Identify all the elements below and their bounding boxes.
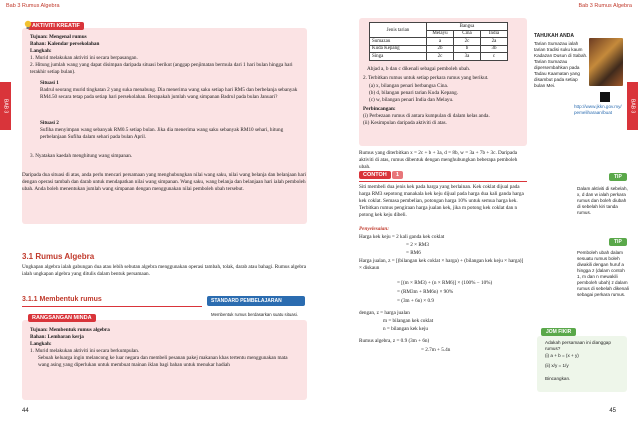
jom-fikir-text: Adakah persamaan ini dianggap rumus? xyxy=(545,340,611,351)
jom-fikir-eq2: (ii) x/y = 1/y xyxy=(545,363,569,368)
perbincangan-item-2: (ii) Kesimpulan daripada aktiviti di atas. xyxy=(363,120,447,126)
contoh-label: CONTOH xyxy=(359,171,391,179)
solution-line: Harga jualan, z = [(bilangan kek coklat × harga) + (bilangan kek keju × harga)] × diskaun xyxy=(359,258,524,271)
table-row xyxy=(370,38,508,46)
situasi2-text: Sufiha menyimpan wang sebanyak RM0.5 setiap bulan. Jika dia menerima wang saku sebanyak RM10 sehari, hitung perbelanjaan Sufiha dalam sehari pada bulan April. xyxy=(40,127,284,140)
penyelesaian-title: Penyelesaian: xyxy=(359,226,389,232)
paragraph-intro: Daripada dua situasi di atas, anda perlu mencari persamaan yang menghubungkan nilai wang saku, nilai wang belanja dan belanjaan hari dengan operasi tambah dan darab untuk mendapatkan nilai wang simpanan. Wang saku, wang belanja dan belanjaan hari ialah pemboleh ubah. Anda boleh menentukan jumlah wang simpanan dengan menggunakan nilai pemboleh ubah tersebut. xyxy=(22,172,306,192)
table-cell: 2a xyxy=(481,38,508,46)
step2-text: 2. Terbitkan rumus untuk setiap perkara rumus yang berikut. xyxy=(363,75,489,81)
solution-line: = (3m + 6n) × 0.9 xyxy=(397,298,435,304)
jom-fikir-tail: Bincangkan. xyxy=(545,376,571,381)
jom-fikir-label: JOM FIKIR xyxy=(541,328,576,336)
rumus-item-a: (a) x, bilangan penari berbangsa Cina. xyxy=(369,83,449,89)
page-header: Bab 3 Rumus Algebra xyxy=(578,3,632,9)
table-cell: Sumazau xyxy=(370,38,427,46)
lightbulb-icon xyxy=(24,20,32,30)
rm-bahan: Bahan: Lembaran kerja xyxy=(30,334,84,340)
solution-line: = 2 × RM3 xyxy=(406,242,430,248)
dance-photo xyxy=(589,38,623,86)
situasi1-title: Situasi 1 xyxy=(40,80,59,86)
rumus-paragraph: Rumus yang diterbitkan x = 2c + b + 3a, d = 8b, w = 3a + 7b + 3c. Daripada aktiviti di atas, rumus dibentuk dengan menghubungkan beberapa pemboleh ubah. xyxy=(359,150,518,170)
tip-text: Dalam aktiviti di sebelah, x, d dan w ialah perkara rumus dan boleh diubah di sebelah kiri tanda rumus. xyxy=(577,186,628,215)
activity-bahan: Bahan: Kalendar persekolahan xyxy=(30,41,100,47)
perbincangan-title: Perbincangan: xyxy=(363,106,396,112)
contoh-number: 1 xyxy=(392,171,403,179)
chapter-tab: BAB 3 xyxy=(0,82,11,130)
rm-langkah: Langkah: xyxy=(30,341,52,347)
table-col-header: Cina xyxy=(454,30,481,38)
table-cell: 2b xyxy=(427,45,454,53)
activity-tujuan: Tujuan: Mengenal rumus xyxy=(30,34,87,40)
contoh-divider xyxy=(359,181,527,182)
table-row xyxy=(370,53,508,61)
tip-label: TIP xyxy=(609,173,627,181)
table-cell: 2c xyxy=(427,53,454,61)
contoh-text: Siti membeli dua jenis kek pada harga yang berlainan. Kek coklat dijual pada harga RM3 sepotong manakala kek keju dijual pada harga dua kali ganda harga kek coklat. Semasa pembelian, potongan harga 10% untuk semua harga kek. Terbitkan rumus pengiraan harga jualan kek, jika m potong kek coklat dan n potong kek keju dibeli. xyxy=(359,184,524,218)
jom-fikir-eq1: (i) a + b = (x + y) xyxy=(545,353,579,358)
rangsangan-label: RANGSANGAN MINDA xyxy=(28,314,96,322)
perbincangan-item-1: (i) Perbezaan rumus di antara kumpulan di dalam kelas anda. xyxy=(363,113,490,119)
table-header-group: Bangsa xyxy=(427,23,508,31)
activity-step2: 2. Hitung jumlah wang yang dapat disimpan daripada situasi berikut (anggap penjimatan bermula dari 1 hari bulan hingga hari terakhir setiap bulan). xyxy=(30,62,293,75)
tahukah-label: TAHUKAH ANDA xyxy=(534,33,574,39)
table-cell: Singa xyxy=(370,53,427,61)
variable-note: Abjad a, b dan c dikenali sebagai pemboleh ubah. xyxy=(367,66,471,72)
situasi2-title: Situasi 2 xyxy=(40,120,59,126)
solution-line: = RM6 xyxy=(406,250,421,256)
dance-table xyxy=(369,22,508,61)
solution-line: = (RM3m + RM6n) × 90% xyxy=(397,289,454,295)
table-cell: Kuda Kepang xyxy=(370,45,427,53)
table-col-header: Melayu xyxy=(427,30,454,38)
standard-pembelajaran-text: Membentuk rumus berdasarkan suatu situasi. xyxy=(211,312,298,317)
tip-label: TIP xyxy=(609,238,627,246)
rm-tujuan: Tujuan: Membentuk rumus algebra xyxy=(30,327,110,333)
solution-line: = [(m × RM3) + (n × RM6)] × (100% − 10%) xyxy=(397,280,493,286)
rm-text: Sebuah keluarga ingin melancong ke luar negara dan membeli pesanan pakej makanan khas tertentu menggunakan mata wang asing yang diperlukan untuk membuat mainan iklan bagi bahan untuk menukar hadiah xyxy=(38,355,288,368)
table-cell: 3b xyxy=(481,45,508,53)
rm-step1: 1. Murid melakukan aktiviti ini secara berkumpulan. xyxy=(30,348,140,354)
activity-step1: 1. Murid melakukan aktiviti ini secara berpasangan. xyxy=(30,55,138,61)
situasi1-text: Badrul seorang murid tingkatan 2 yang suka menabung. Dia menerima wang saku setiap hari RM5 dan berbelanja sebanyak RM4.50 secara tetap pada setiap hari persekolahan. Berapakah jumlah wang simpanan Badrul pada bulan Januari? xyxy=(40,87,298,100)
page-header: Bab 3 Rumus Algebra xyxy=(6,3,60,9)
table-cell: 3a xyxy=(454,53,481,61)
dengan-line: n = bilangan kek keju xyxy=(383,326,428,332)
solution-line: Harga kek keju = 2 kali ganda kek coklat xyxy=(359,234,445,240)
section-divider xyxy=(22,306,202,307)
activity-langkah: Langkah: xyxy=(30,48,52,54)
section-3-1-text: Ungkapan algebra ialah gabungan dua atau lebih sebutan algebra menggunakan operasi tambah, tolak, darab atau bahagi. Rumus algebra ialah ungkapan algebra yang ditulis dalam bentuk persamaan. xyxy=(22,264,307,277)
table-cell: a xyxy=(427,38,454,46)
page-number: 45 xyxy=(609,408,616,414)
table-row xyxy=(370,45,508,53)
table-header-jenis: Jenis tarian xyxy=(370,23,427,38)
info-link[interactable]: http://www.jkkn.gov.my/ pemeliharaan/buat xyxy=(574,104,622,115)
tahukah-text: Tarian Sumazau ialah tarian tradisi suku kaum Kadazan Dusun di Sabah. Tarian Sumazau dipersembahkan pada Tadau Kaamatan yang disambut pada setiap bulan Mei. xyxy=(534,41,588,88)
activity-step3: 3. Nyatakan kaedah menghitung wang simpanan. xyxy=(30,153,133,159)
section-3-1-1-title: 3.1.1 Membentuk rumus xyxy=(22,296,102,303)
dengan-line: dengan, z = harga jualan xyxy=(359,310,410,316)
rumus-item-b: (b) d, bilangan penari tarian Kuda Kepang. xyxy=(369,90,459,96)
page-number: 44 xyxy=(22,408,29,414)
activity-label: AKTIVITI KREATIF xyxy=(28,22,84,30)
table-col-header: India xyxy=(481,30,508,38)
right-page xyxy=(319,0,638,426)
qr-code-icon[interactable] xyxy=(600,92,610,102)
chapter-tab: BAB 3 xyxy=(627,82,638,130)
section-3-1-title: 3.1 Rumus Algebra xyxy=(22,252,95,261)
table-cell: b xyxy=(454,45,481,53)
dengan-line: m = bilangan kek coklat xyxy=(383,318,434,324)
final-formula: = 2.7m + 5.4n xyxy=(421,347,451,353)
rumus-item-c: (c) w, bilangan penari India dan Melayu. xyxy=(369,97,454,103)
tip-text: Pemboleh ubah dalam sesuatu rumus boleh diwakili dengan huruf a hingga z (dalam contoh 1, m dan n mewakili pemboleh ubah) z dalam rumus di sebelah dikenali sebagai perkara rumus. xyxy=(577,250,629,297)
final-formula: Rumus algebra, z = 0.9 (3m + 6n) xyxy=(359,338,430,344)
standard-pembelajaran-title: STANDARD PEMBELAJARAN xyxy=(207,296,305,306)
table-cell: c xyxy=(481,53,508,61)
table-cell: 2c xyxy=(454,38,481,46)
